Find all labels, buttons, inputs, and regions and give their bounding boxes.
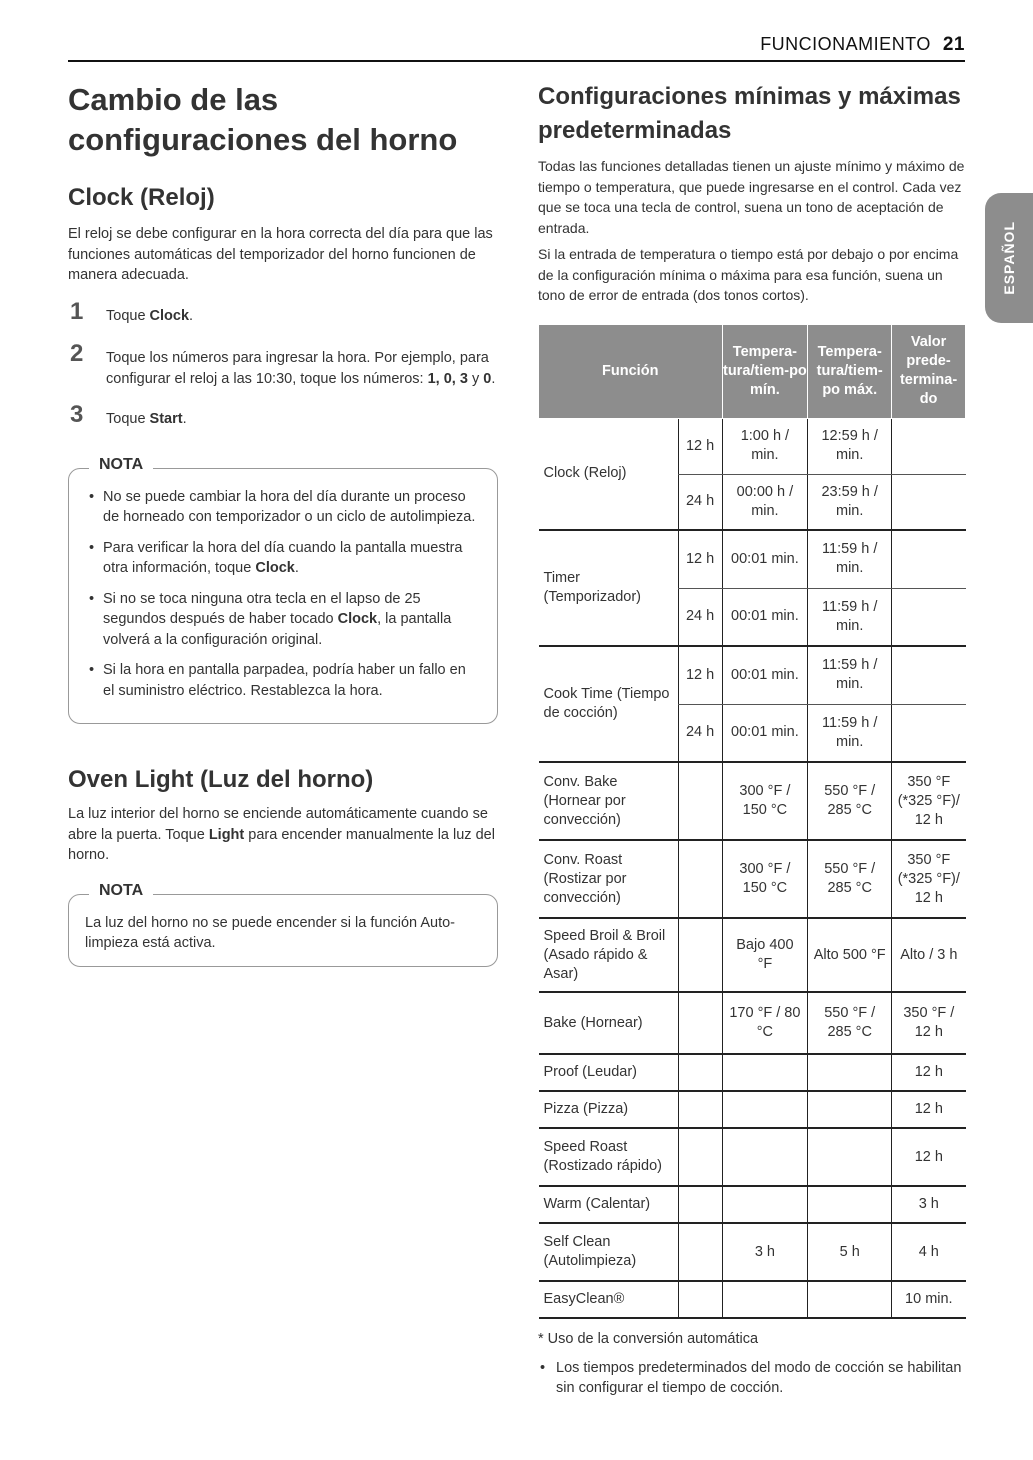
table-row [539,1281,966,1318]
step-key: 1, 0, 3 [427,370,468,387]
right-column [538,80,966,1399]
table-header-row [539,324,966,418]
max-cell [808,1281,892,1318]
note-text: Para verificar la hora del día cuando la pantalla muestra otra información, toque [103,539,463,576]
step-3 [68,401,498,430]
default-cell: Alto / 3 h [892,918,966,992]
function-cell: Speed Broil & Broil (Asado rápido & Asar) [539,918,679,992]
default-cell [892,474,966,530]
function-cell: Pizza (Pizza) [539,1091,679,1128]
default-cell: 12 h [892,1054,966,1091]
footnote: * Uso de la conversión automática [538,1331,759,1347]
min-cell: 170 °F / 80 °C [722,992,808,1054]
default-cell: 350 °F / 12 h [892,992,966,1054]
table-row [539,1054,966,1091]
function-cell: Speed Roast (Rostizado rápido) [539,1128,679,1186]
table-row [539,1186,966,1223]
mode-cell [678,918,722,992]
step-number: 1 [70,297,84,325]
note-item [85,660,481,701]
settings-intro: Todas las funciones detalladas tienen un ajuste mínimo y máximo de tiempo o temperatura, que puede ingresarse en el control. Cada vez que se toca una tecla de control, suena un tono de aceptación de entrada. [538,158,965,236]
step-text-mid: y [467,370,484,387]
min-cell [722,1186,808,1223]
table-row [539,530,966,588]
max-cell: 11:59 h / min. [808,530,892,588]
default-cell [892,418,966,474]
max-cell [808,1186,892,1223]
default-cell [892,530,966,588]
note-item [85,538,481,579]
max-cell [808,1054,892,1091]
function-cell: Proof (Leudar) [539,1054,679,1091]
mode-cell [678,1281,722,1318]
min-cell [722,1128,808,1186]
table-row [539,418,966,474]
col-header-min: Tempera-tura/tiem-po mín. [722,324,808,418]
min-cell: 00:01 min. [722,530,808,588]
table-row [539,1128,966,1186]
step-text-end: . [182,411,187,427]
min-cell [722,1091,808,1128]
min-cell: 00:01 min. [722,704,808,762]
mode-cell [678,1223,722,1281]
max-cell [808,1091,892,1128]
table-row [539,992,966,1054]
step-key: Clock [149,307,190,324]
max-cell [808,1128,892,1186]
max-cell: 5 h [808,1223,892,1281]
default-cell [892,588,966,646]
clock-intro: El reloj se debe configurar en la hora correcta del día para que las funciones automáticas del temporizador del horno funcionen de manera adecuada. [68,226,493,283]
table-row [539,918,966,992]
max-cell: 11:59 h / min. [808,588,892,646]
col-header-function: Función [539,324,723,418]
note-key: Clock [337,611,378,627]
settings-error: Si la entrada de temperatura o tiempo está por debajo o por encima de la configuración mínima o máxima para esa función, suena un tono de error de entrada (dos tonos cortos). [538,246,959,303]
max-cell: 11:59 h / min. [808,646,892,704]
page-title: Cambio de las configuraciones del horno [68,82,458,157]
note-text: Si no se toca ninguna otra tecla en el lapso de 25 segundos después de haber tocado [103,590,421,627]
col-header-max: Tempera-tura/tiem-po máx. [808,324,892,418]
max-cell: 23:59 h / min. [808,474,892,530]
light-note-text: La luz del horno no se puede encender si la función Auto-limpieza está activa. [85,914,456,951]
note-text: No se puede cambiar la hora del día durante un proceso de horneado con temporizador o un ciclo de autolimpieza. [103,488,476,525]
step-text-end: . [189,307,194,324]
default-cell: 350 °F (*325 °F)/ 12 h [892,762,966,840]
table-footnotes [538,1329,966,1399]
note-text: Si la hora en pantalla parpadea, podría haber un fallo en el suministro eléctrico. Restablezca la hora. [103,662,466,699]
language-tab-label: ESPAÑOL [1001,221,1017,295]
table-row [539,840,966,918]
default-cell: 4 h [892,1223,966,1281]
step-text-end: . [491,370,496,387]
table-row [539,1223,966,1281]
function-cell: Warm (Calentar) [539,1186,679,1223]
left-column [68,80,498,967]
default-cell [892,704,966,762]
mode-cell [678,1128,722,1186]
mode-cell: 24 h [678,704,722,762]
note-title: NOTA [89,882,153,900]
default-cell: 12 h [892,1128,966,1186]
mode-cell [678,992,722,1054]
note-item [85,589,481,651]
mode-cell [678,1054,722,1091]
table-row [539,762,966,840]
step-number: 3 [70,401,84,428]
note-text-end: , la pantalla volverá a la configuración original. [103,611,452,648]
note-title: NOTA [89,456,153,474]
step-key-2: 0 [483,370,492,387]
language-tab [985,193,1033,323]
note-text-end: . [294,560,299,576]
oven-light-text [68,804,498,866]
max-cell: 550 °F / 285 °C [808,840,892,918]
default-cell: 10 min. [892,1281,966,1318]
default-cell: 3 h [892,1186,966,1223]
section-name: FUNCIONAMIENTO [760,34,931,54]
mode-cell [678,762,722,840]
step-text: Toque [106,411,150,427]
header-rule [68,60,965,62]
min-cell: 300 °F / 150 °C [722,762,808,840]
page-header [760,34,965,56]
function-cell: Conv. Bake (Hornear por convección) [539,762,679,840]
light-key: Light [208,826,245,843]
mode-cell [678,1091,722,1128]
mode-cell: 24 h [678,474,722,530]
table-row [539,646,966,704]
step-number: 2 [70,340,84,367]
default-cell [892,646,966,704]
min-cell: Bajo 400 °F [722,918,808,992]
clock-note [68,455,498,725]
light-text: La luz interior del horno se enciende automáticamente cuando se abre la puerta. Toque [68,806,488,843]
mode-cell: 24 h [678,588,722,646]
function-cell: Conv. Roast (Rostizar por convección) [539,840,679,918]
function-cell: Self Clean (Autolimpieza) [539,1223,679,1281]
min-cell [722,1281,808,1318]
default-cell: 12 h [892,1091,966,1128]
min-cell: 00:01 min. [722,646,808,704]
function-cell: Clock (Reloj) [539,418,679,530]
settings-table [538,324,966,1320]
function-cell: Timer (Temporizador) [539,530,679,646]
max-cell: Alto 500 °F [808,918,892,992]
light-text-end: para encender manualmente la luz del horno. [68,826,495,863]
settings-title: Configuraciones mínimas y máximas predeterminadas [538,83,961,144]
step-text: Toque [106,307,150,324]
mode-cell: 12 h [678,646,722,704]
min-cell: 300 °F / 150 °C [722,840,808,918]
max-cell: 550 °F / 285 °C [808,762,892,840]
oven-light-heading: Oven Light (Luz del horno) [68,766,374,793]
default-cell: 350 °F (*325 °F)/ 12 h [892,840,966,918]
mode-cell [678,840,722,918]
table-row [539,1091,966,1128]
max-cell: 550 °F / 285 °C [808,992,892,1054]
step-2 [68,340,498,389]
mode-cell [678,1186,722,1223]
mode-cell: 12 h [678,418,722,474]
function-cell: EasyClean® [539,1281,679,1318]
max-cell: 11:59 h / min. [808,704,892,762]
col-header-default: Valor prede-termina-do [892,324,966,418]
min-cell: 00:01 min. [722,588,808,646]
max-cell: 12:59 h / min. [808,418,892,474]
step-1 [68,297,498,327]
function-cell: Cook Time (Tiempo de cocción) [539,646,679,762]
min-cell [722,1054,808,1091]
page-number: 21 [942,34,965,55]
step-text: Toque los números para ingresar la hora. Por ejemplo, para configurar el reloj a las 10:30, toque los números: [106,350,489,387]
note-key: Clock [255,560,295,576]
note-item [85,487,481,528]
mode-cell: 12 h [678,530,722,588]
step-key: Start [149,411,183,427]
min-cell: 3 h [722,1223,808,1281]
clock-heading: Clock (Reloj) [68,184,215,211]
min-cell: 00:00 h / min. [722,474,808,530]
light-note [68,881,498,967]
min-cell: 1:00 h / min. [722,418,808,474]
function-cell: Bake (Hornear) [539,992,679,1054]
footnote-bullet: • Los tiempos predeterminados del modo de cocción se habilitan sin configurar el tiempo de cocción. [538,1358,966,1399]
